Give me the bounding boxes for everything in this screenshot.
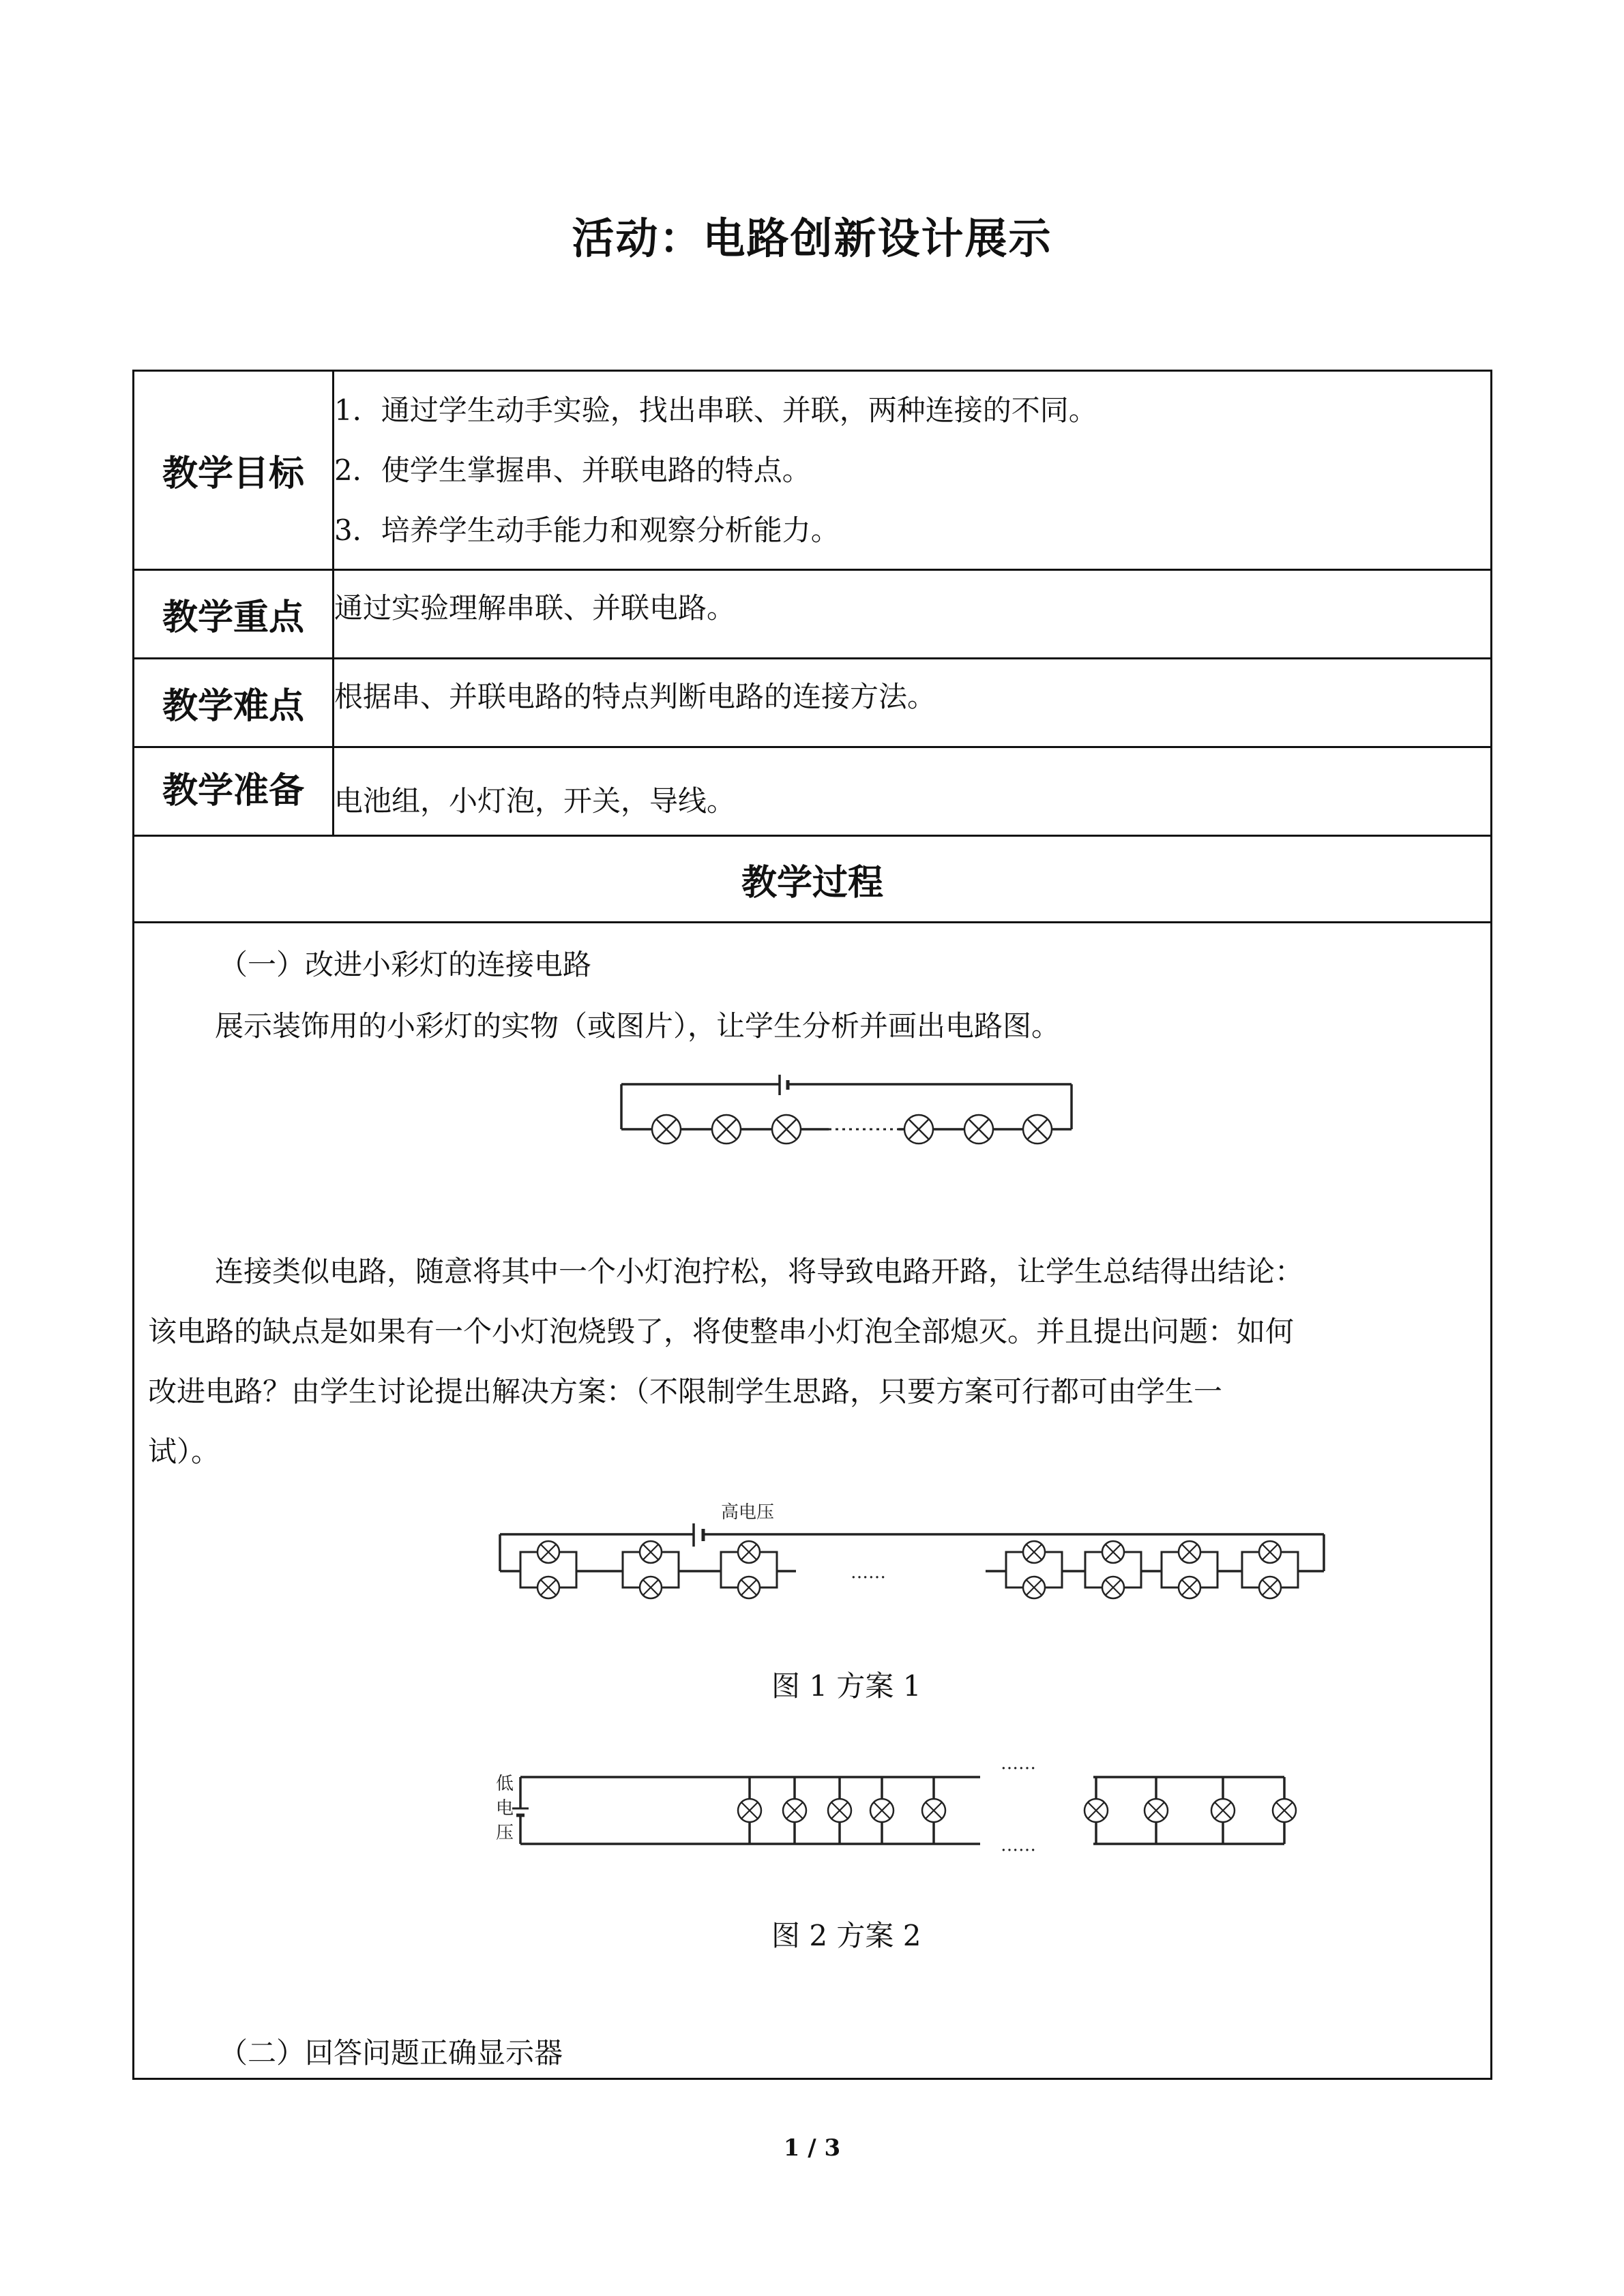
preparation-text: 电池组，小灯泡，开关，导线。: [334, 747, 1492, 836]
lamp-icon: [652, 1115, 681, 1144]
process-body: [134, 923, 1492, 2079]
goal-item: 3．培养学生动手能力和观察分析能力。: [334, 513, 840, 547]
parallel-lamp-pair: [1162, 1541, 1217, 1598]
preparation-label: 教学准备: [134, 747, 334, 836]
goal-item: 1．通过学生动手实验，找出串联、并联，两种连接的不同。: [334, 393, 1097, 427]
parallel-lamp-pair: [623, 1541, 679, 1598]
lamp-icon: [1211, 1777, 1235, 1844]
page-title: 活动：电路创新设计展示: [572, 213, 1052, 263]
row-process-heading: [134, 836, 1492, 923]
lesson-plan-table: [132, 370, 1492, 2080]
parallel-lamp-pair: [520, 1541, 576, 1598]
lamp-icon: [828, 1777, 851, 1844]
row-difficulties: [134, 659, 1492, 747]
difficulties-text: 根据串、并联电路的特点判断电路的连接方法。: [334, 659, 1492, 747]
paragraph-line: 该电路的缺点是如果有一个小灯泡烧毁了，将使整串小灯泡全部熄灭。并且提出问题：如何: [148, 1315, 1295, 1348]
lamp-icon: [1145, 1777, 1168, 1844]
lamp-icon: [904, 1115, 933, 1144]
parallel-lamp-pair: [721, 1541, 777, 1598]
section1-intro: 展示装饰用的小彩灯的实物（或图片），让学生分析并画出电路图。: [215, 1009, 1061, 1043]
figure2-ellipsis-top: ……: [1001, 1762, 1036, 1774]
section2-title: （二）回答问题正确显示器: [219, 2036, 563, 2070]
paragraph-line: 试）。: [148, 1435, 220, 1468]
lamp-icon: [738, 1777, 761, 1844]
row-goals: [134, 371, 1492, 570]
difficulties-label: 教学难点: [134, 659, 334, 747]
key-points-text: 通过实验理解串联、并联电路。: [334, 570, 1492, 659]
lamp-icon: [964, 1115, 993, 1144]
goals-label: 教学目标: [134, 371, 334, 570]
row-process-body: [134, 923, 1492, 2079]
paragraph-line: 连接类似电路，随意将其中一个小灯泡拧松，将导致电路开路，让学生总结得出结论：: [215, 1255, 1304, 1288]
section1-title: （一）改进小彩灯的连接电路: [219, 948, 592, 981]
lamp-icon: [1273, 1777, 1296, 1844]
figure2-caption: 图 2 方案 2: [771, 1919, 921, 1952]
lamp-icon: [772, 1115, 801, 1144]
parallel-lamp-pair: [1006, 1541, 1062, 1598]
figure1-ellipsis: ……: [851, 1562, 886, 1583]
lamp-icon: [922, 1777, 945, 1844]
figure1-diagram: [496, 1496, 1328, 1612]
lamp-icon: [1023, 1115, 1052, 1144]
series-circuit-diagram: [619, 1075, 1076, 1150]
parallel-lamp-pair: [1242, 1541, 1298, 1598]
lamp-icon: [870, 1777, 894, 1844]
paragraph-line: 改进电路？由学生讨论提出解决方案：（不限制学生思路，只要方案可行都可由学生一: [148, 1375, 1223, 1408]
figure2-voltage-char: 电: [496, 1798, 514, 1819]
lamp-icon: [1084, 1777, 1108, 1844]
figure2-voltage-char: 低: [496, 1774, 514, 1794]
figure1-voltage-label: 高电压: [721, 1502, 775, 1523]
parallel-lamp-pair: [1085, 1541, 1141, 1598]
goal-item: 2．使学生掌握串、并联电路的特点。: [334, 453, 811, 487]
figure1-caption: 图 1 方案 1: [771, 1669, 921, 1703]
process-heading: 教学过程: [134, 836, 1492, 923]
key-points-label: 教学重点: [134, 570, 334, 659]
row-preparation: [134, 747, 1492, 836]
lamp-icon: [783, 1777, 806, 1844]
page-number: 1 / 3: [783, 2134, 841, 2162]
row-key-points: [134, 570, 1492, 659]
goals-content: [334, 371, 1492, 570]
lamp-icon: [712, 1115, 741, 1144]
figure2-voltage-char: 压: [496, 1823, 514, 1843]
figure2-diagram: [496, 1762, 1301, 1864]
figure2-ellipsis-bottom: ……: [1001, 1835, 1036, 1855]
